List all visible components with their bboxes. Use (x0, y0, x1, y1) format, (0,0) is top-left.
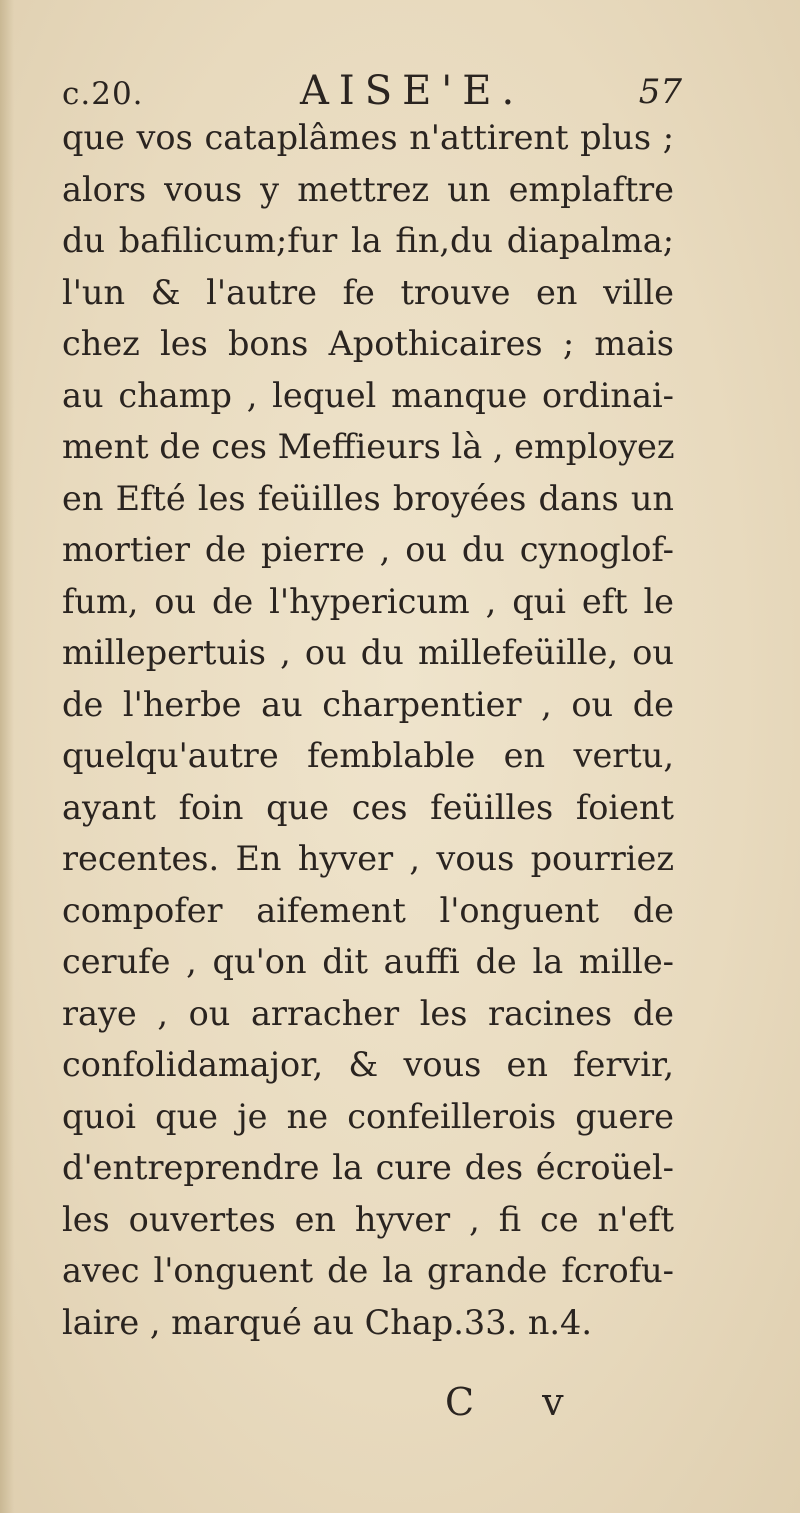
signature-mark: C v (445, 1380, 592, 1424)
text-line: compofer aifement l'onguent de (62, 890, 674, 930)
text-line: les ouvertes en hyver , fi ce n'eft (62, 1199, 674, 1239)
text-line: chez les bons Apothicaires ; mais (62, 324, 674, 363)
body-text (62, 112, 674, 1348)
text-line: fum, ou de l'hypericum , qui eft le (62, 581, 674, 621)
text-line: alors vous y mettrez un emplaftre (62, 169, 674, 209)
text-line: recentes. En hyver , vous pourriez (62, 839, 674, 878)
text-line: ment de ces Meffieurs là , employez (62, 427, 675, 466)
text-line: mortier de pierre , ou du cynoglof- (62, 530, 674, 569)
running-header (62, 68, 682, 118)
text-line: du bafilicum;fur la fin,du diapalma; (62, 221, 674, 260)
page-number: 57 (638, 72, 682, 112)
text-line: quoi que je ne confeillerois guere (62, 1096, 674, 1136)
chapter-marker: c.20. (62, 76, 144, 112)
text-line: confolidamajor, & vous en fervir, (62, 1045, 674, 1084)
text-line: ayant foin que ces feüilles foient (62, 787, 674, 827)
text-line: que vos cataplâmes n'attirent plus ; (62, 118, 674, 157)
text-line: laire , marqué au Chap.33. n.4. (62, 1302, 593, 1342)
text-line: raye , ou arracher les racines de (62, 993, 674, 1033)
text-line: de l'herbe au charpentier , ou de (62, 684, 674, 724)
text-line: l'un & l'autre fe trouve en ville (62, 272, 674, 312)
text-line: cerufe , qu'on dit auffi de la mille- (62, 942, 674, 981)
running-title: AISE'E. (300, 68, 525, 114)
text-line: millepertuis , ou du millefeüille, ou (62, 633, 674, 672)
spine-shadow (0, 0, 14, 1513)
text-line: avec l'onguent de la grande fcrofu- (62, 1251, 674, 1290)
text-line: d'entreprendre la cure des écroüel- (62, 1148, 674, 1187)
text-line: quelqu'autre femblable en vertu, (62, 736, 674, 775)
text-line: au champ , lequel manque ordinai- (62, 375, 674, 415)
text-line: en Efté les feüilles broyées dans un (62, 478, 674, 518)
